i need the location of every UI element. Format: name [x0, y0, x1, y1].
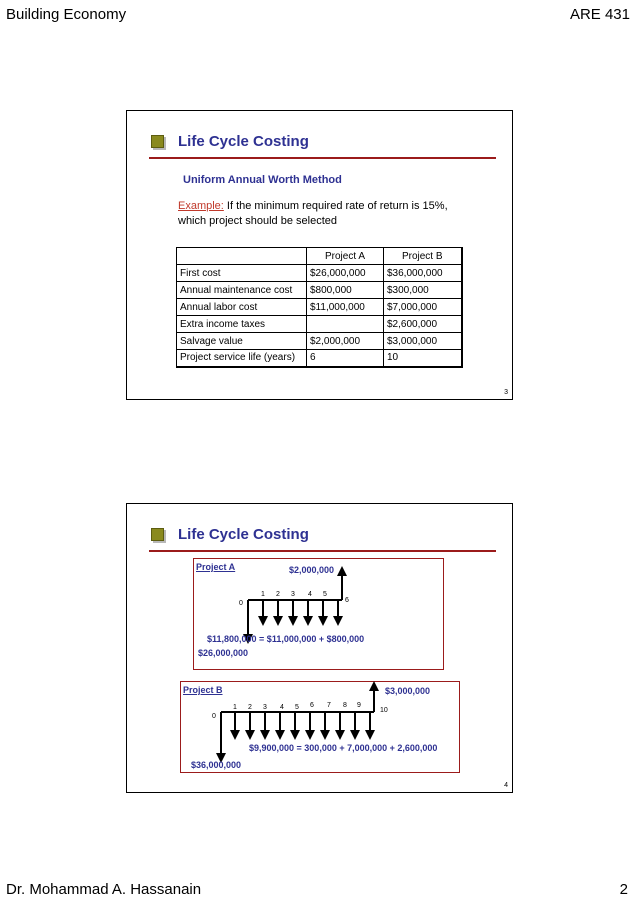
table-cell: First cost [177, 265, 307, 282]
project-a-first-cost: $26,000,000 [198, 648, 249, 658]
table-cell: $26,000,000 [307, 265, 384, 282]
slide-title: Life Cycle Costing [178, 133, 309, 150]
table-header-cell: Project A [307, 248, 384, 265]
table-header-cell [177, 248, 307, 265]
square-bullet-icon [151, 135, 164, 148]
title-divider [149, 157, 496, 159]
period-label: 3 [263, 704, 267, 711]
table-cell: Extra income taxes [177, 316, 307, 333]
slide-subtitle: Uniform Annual Worth Method [183, 174, 342, 186]
example-text [178, 199, 448, 229]
square-bullet-icon [151, 528, 164, 541]
table-header-row [177, 248, 462, 265]
slide-3 [126, 110, 513, 400]
project-b-salvage: $3,000,000 [385, 686, 431, 696]
slide-title: Life Cycle Costing [178, 526, 309, 543]
period-label: 8 [343, 702, 347, 709]
cost-table [176, 247, 463, 368]
table-cell: 6 [307, 350, 384, 367]
table-cell: $3,000,000 [384, 333, 462, 350]
project-a-annual-cost: $11,800,000 = $11,000,000 + $800,000 [207, 634, 365, 644]
table-cell: $36,000,000 [384, 265, 462, 282]
table-cell: Annual labor cost [177, 299, 307, 316]
table-cell: Salvage value [177, 333, 307, 350]
table-row [177, 299, 462, 316]
period-label: 5 [323, 591, 327, 598]
table-cell: Project service life (years) [177, 350, 307, 367]
table-cell: $7,000,000 [384, 299, 462, 316]
table-row [177, 265, 462, 282]
period-label: 3 [291, 591, 295, 598]
table-row [177, 316, 462, 333]
period-label: 6 [310, 702, 314, 709]
project-b-annual-cost: $9,900,000 = 300,000 + 7,000,000 + 2,600,000 [249, 743, 438, 753]
period-label: 10 [380, 707, 388, 714]
slide-4 [126, 503, 513, 793]
project-b-cashflow [180, 681, 460, 773]
table-row [177, 282, 462, 299]
document-footer-author: Dr. Mohammad A. Hassanain [6, 881, 202, 898]
period-label: 9 [357, 702, 361, 709]
period-label: 4 [308, 591, 312, 598]
table-cell: $800,000 [307, 282, 384, 299]
project-b-first-cost: $36,000,000 [191, 760, 242, 770]
example-line-1: If the minimum required rate of return is 15%, [223, 200, 448, 212]
document-page-number: 2 [619, 881, 628, 898]
slide-page-number: 3 [504, 389, 508, 396]
table-cell: $11,000,000 [307, 299, 384, 316]
table-header-cell: Project B [384, 248, 462, 265]
period-label: 5 [295, 704, 299, 711]
period-label: 6 [345, 597, 349, 604]
table-row [177, 350, 462, 367]
period-label: 0 [212, 713, 216, 720]
annual-cost-arrows [235, 712, 370, 735]
table-cell: $2,600,000 [384, 316, 462, 333]
period-label: 0 [239, 600, 243, 607]
table-row [177, 333, 462, 350]
table-cell: Annual maintenance cost [177, 282, 307, 299]
title-divider [149, 550, 496, 552]
table-cell: $300,000 [384, 282, 462, 299]
document-header-code: ARE 431 [569, 6, 630, 23]
project-b-label: Project B [183, 685, 223, 695]
period-label: 1 [233, 704, 237, 711]
period-label: 1 [261, 591, 265, 598]
table-cell: 10 [384, 350, 462, 367]
period-label: 2 [276, 591, 280, 598]
example-line-2: which project should be selected [178, 215, 337, 227]
project-a-cashflow [193, 558, 444, 670]
document-header-course: Building Economy [6, 6, 127, 23]
period-label: 7 [327, 702, 331, 709]
table-cell: $2,000,000 [307, 333, 384, 350]
period-label: 4 [280, 704, 284, 711]
table-cell [307, 316, 384, 333]
project-a-salvage: $2,000,000 [289, 565, 335, 575]
slide-page-number: 4 [504, 782, 508, 789]
period-label: 2 [248, 704, 252, 711]
example-label: Example: [178, 200, 224, 212]
project-a-label: Project A [196, 562, 236, 572]
annual-cost-arrows [263, 600, 338, 621]
